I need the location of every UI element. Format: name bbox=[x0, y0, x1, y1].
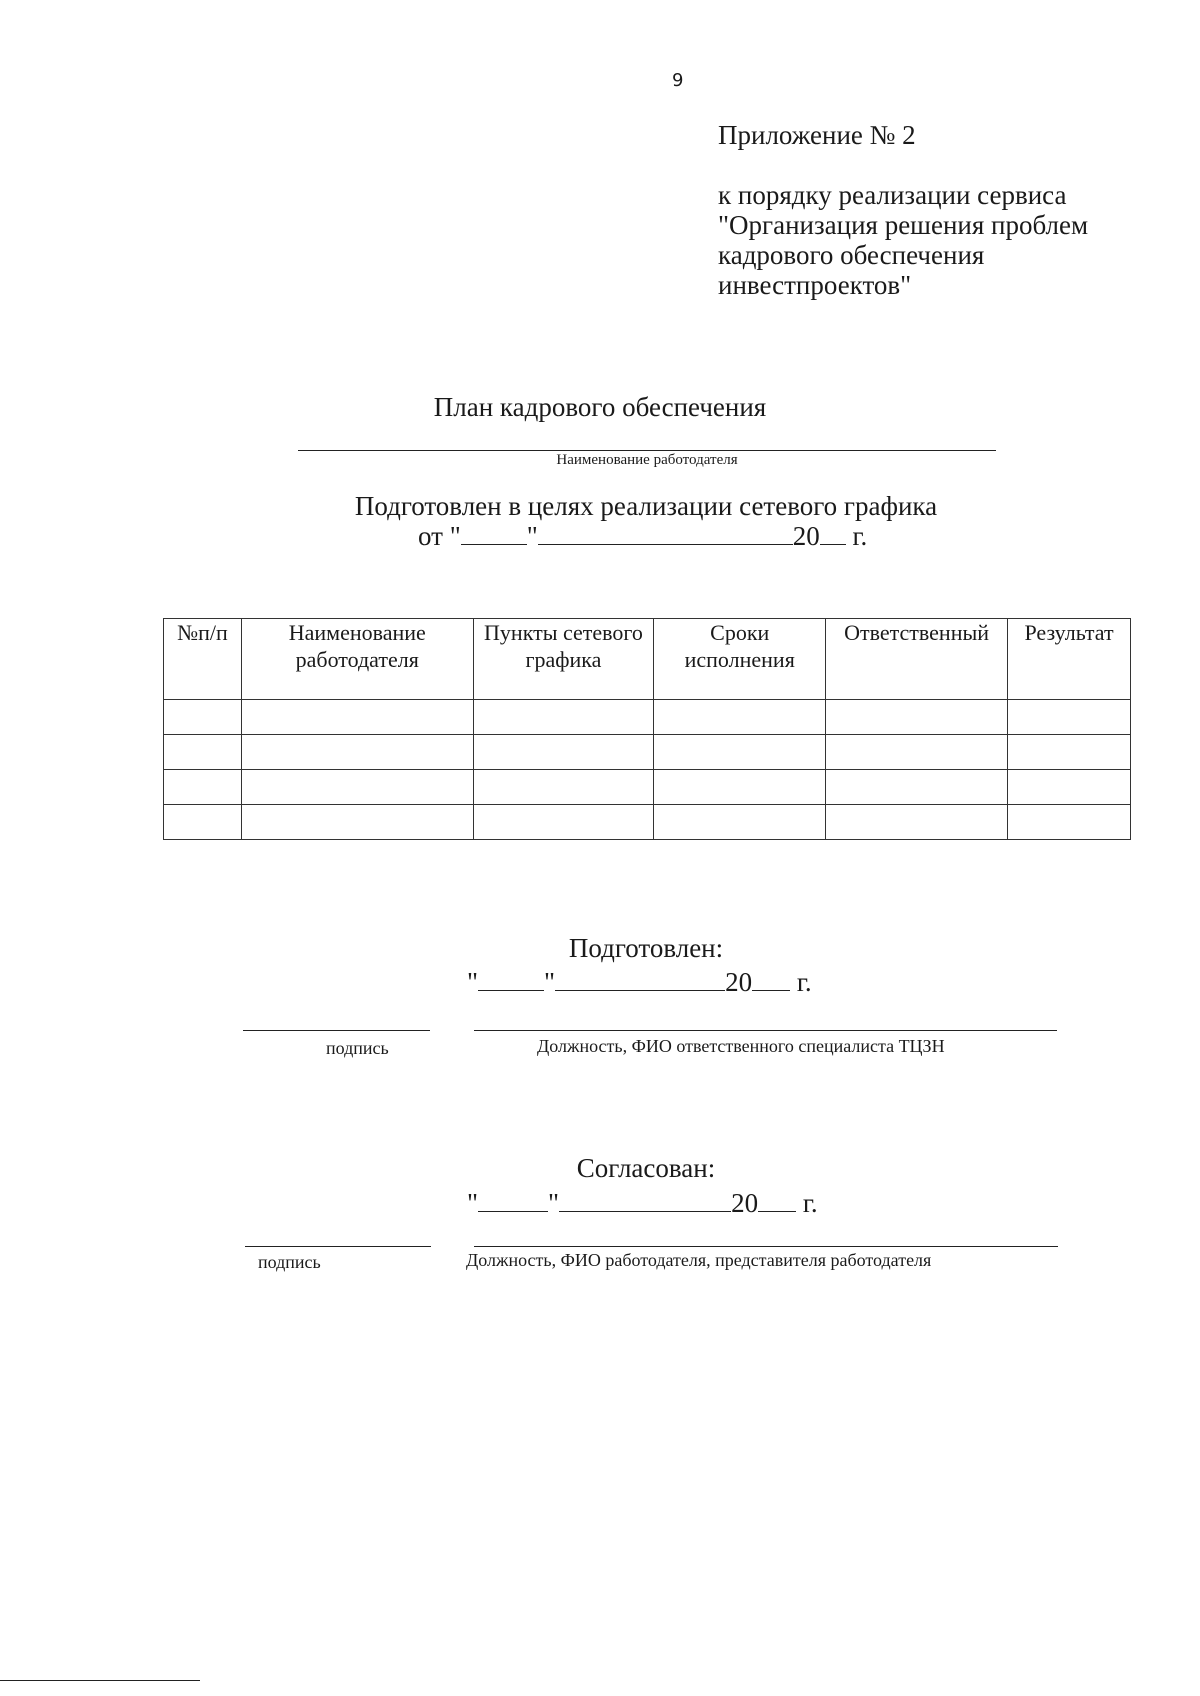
table-cell[interactable] bbox=[164, 805, 242, 840]
table-cell[interactable] bbox=[241, 805, 473, 840]
prepared-date bbox=[467, 966, 812, 998]
employer-name-line[interactable] bbox=[298, 450, 996, 451]
table-row bbox=[164, 770, 1131, 805]
date-quote: " bbox=[467, 1188, 479, 1218]
date-year: 20 bbox=[792, 521, 820, 551]
table-cell[interactable] bbox=[241, 700, 473, 735]
employer-name-caption: Наименование работодателя bbox=[556, 452, 738, 468]
table-cell[interactable] bbox=[826, 805, 1008, 840]
table-cell[interactable] bbox=[826, 700, 1008, 735]
table-cell[interactable] bbox=[654, 700, 826, 735]
table-cell[interactable] bbox=[1008, 770, 1131, 805]
date-suffix: г. bbox=[796, 967, 812, 997]
appendix-subtitle bbox=[718, 180, 1158, 300]
table-cell[interactable] bbox=[164, 700, 242, 735]
table-row bbox=[164, 735, 1131, 770]
agreed-signature-line[interactable] bbox=[245, 1246, 431, 1247]
year-blank[interactable] bbox=[758, 1187, 796, 1212]
prepared-signature-line[interactable] bbox=[243, 1030, 430, 1031]
table-cell[interactable] bbox=[473, 770, 654, 805]
prepared-position-line[interactable] bbox=[474, 1030, 1057, 1031]
table-cell[interactable] bbox=[1008, 700, 1131, 735]
footnote-separator bbox=[0, 1680, 200, 1681]
table-cell[interactable] bbox=[473, 805, 654, 840]
appendix-line: кадрового обеспечения bbox=[718, 240, 985, 270]
prepared-position-caption: Должность, ФИО ответственного специалиста ТЦЗН bbox=[537, 1036, 945, 1056]
staffing-plan-table bbox=[163, 618, 1131, 840]
date-quote: " bbox=[526, 521, 538, 551]
prepared-heading: Подготовлен: bbox=[568, 933, 724, 963]
year-blank[interactable] bbox=[752, 966, 790, 991]
date-year: 20 bbox=[725, 967, 753, 997]
agreed-heading: Согласован: bbox=[576, 1153, 716, 1183]
header-deadlines: Сроки исполнения bbox=[654, 619, 826, 700]
page-number: 9 bbox=[672, 70, 684, 91]
date-suffix: г. bbox=[802, 1188, 818, 1218]
agreed-position-line[interactable] bbox=[474, 1246, 1058, 1247]
date-prefix: от " bbox=[418, 521, 461, 551]
header-number: №п/п bbox=[164, 619, 242, 700]
prepared-signature-caption: подпись bbox=[326, 1038, 389, 1058]
table-cell[interactable] bbox=[473, 700, 654, 735]
appendix-title: Приложение № 2 bbox=[718, 120, 916, 150]
table-cell[interactable] bbox=[241, 735, 473, 770]
day-blank[interactable] bbox=[478, 1187, 548, 1212]
year-blank[interactable] bbox=[820, 520, 846, 545]
schedule-date bbox=[418, 520, 867, 552]
appendix-line: к порядку реализации сервиса bbox=[718, 180, 1067, 210]
date-quote: " bbox=[467, 967, 479, 997]
month-blank[interactable] bbox=[555, 966, 725, 991]
table-cell[interactable] bbox=[654, 770, 826, 805]
month-blank[interactable] bbox=[559, 1187, 731, 1212]
agreed-position-caption: Должность, ФИО работодателя, представителя работодателя bbox=[466, 1250, 932, 1270]
prepared-for-text: Подготовлен в целях реализации сетевого графика bbox=[354, 491, 938, 521]
day-blank[interactable] bbox=[461, 520, 527, 545]
table-cell[interactable] bbox=[473, 735, 654, 770]
date-quote: " bbox=[544, 967, 556, 997]
table-row bbox=[164, 805, 1131, 840]
table-cell[interactable] bbox=[654, 805, 826, 840]
day-blank[interactable] bbox=[478, 966, 544, 991]
header-result: Результат bbox=[1008, 619, 1131, 700]
month-blank[interactable] bbox=[538, 520, 793, 545]
table-row bbox=[164, 700, 1131, 735]
table-cell[interactable] bbox=[826, 735, 1008, 770]
table-cell[interactable] bbox=[164, 735, 242, 770]
header-schedule-items: Пункты сетевого графика bbox=[473, 619, 654, 700]
table-cell[interactable] bbox=[1008, 735, 1131, 770]
table-cell[interactable] bbox=[826, 770, 1008, 805]
table-header-row bbox=[164, 619, 1131, 700]
appendix-line: инвестпроектов" bbox=[718, 270, 912, 300]
appendix-line: "Организация решения проблем bbox=[718, 210, 1089, 240]
table-cell[interactable] bbox=[654, 735, 826, 770]
table-cell[interactable] bbox=[241, 770, 473, 805]
plan-title: План кадрового обеспечения bbox=[433, 392, 767, 422]
date-year: 20 bbox=[731, 1188, 759, 1218]
date-suffix: г. bbox=[852, 521, 868, 551]
table-cell[interactable] bbox=[1008, 805, 1131, 840]
agreed-signature-caption: подпись bbox=[258, 1252, 321, 1272]
header-responsible: Ответственный bbox=[826, 619, 1008, 700]
header-employer: Наименование работодателя bbox=[241, 619, 473, 700]
table-cell[interactable] bbox=[164, 770, 242, 805]
agreed-date bbox=[467, 1187, 818, 1219]
date-quote: " bbox=[548, 1188, 560, 1218]
